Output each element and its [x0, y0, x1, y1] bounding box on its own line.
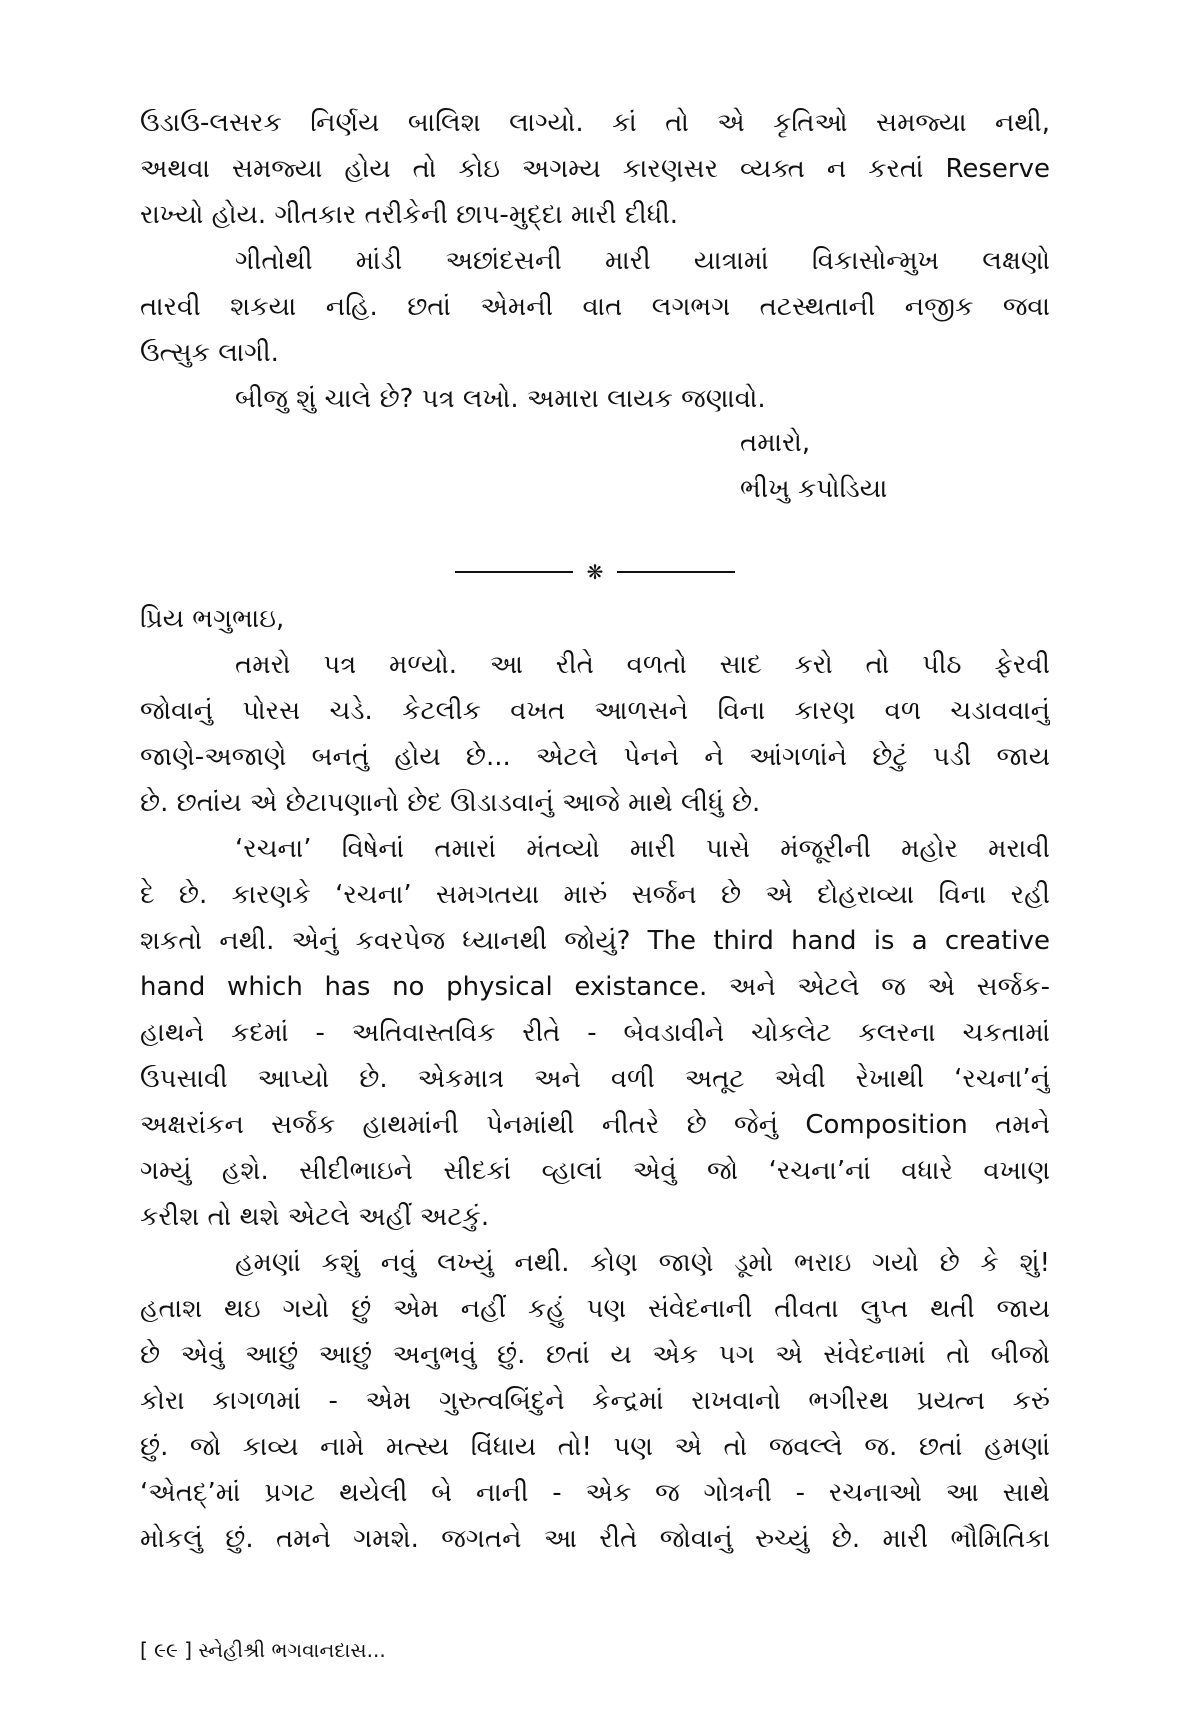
letter-1-line: રાખ્યો હોય. ગીતકાર તરીકેની છાપ-મુદ્દા મારી દીધી.: [140, 200, 679, 230]
letter-2-line: હમણાં કશું નવું લખ્યું નથી. કોણ જાણે ડૂમો ભરાઇ ગયો છે કે શું!: [235, 1248, 1050, 1278]
page-number: [ ૯૯ ]: [140, 1638, 193, 1662]
letter-2-line: હતાશ થઇ ગયો છું એમ નહીં કહું પણ સંવેદનાની તીવતા લુપ્ત થતી જાય: [140, 1294, 1050, 1324]
letter-2-line: કોરા કાગળમાં - એમ ગુરુત્વબિંદુને કેન્દ્રમાં રાખવાનો ભગીરથ પ્રયત્ન કરું: [140, 1386, 1050, 1416]
letter-2-line: ઉપસાવી આપ્યો છે. એકમાત્ર અને વળી અતૂટ એવી રેખાથી ‘રચના’નું: [140, 1064, 1050, 1094]
letter-2-line: હાથને કદમાં - અતિવાસ્તવિક રીતે - બેવડાવીને ચોકલેટ કલરના ચકતામાં: [140, 1018, 1050, 1048]
letter-1-line: તારવી શકયા નહિ. છતાં એમની વાત લગભગ તટસ્થતાની નજીક જવા: [140, 292, 1050, 322]
letter-2-line: મોકલું છું. તમને ગમશે. જગતને આ રીતે જોવાનું રુચ્યું છે. મારી ભૌમિતિકા: [140, 1524, 1050, 1554]
letter-1-closing: તમારો,: [740, 428, 811, 458]
letter-1-body: [140, 100, 1050, 422]
letter-2-line: તમરો પત્ર મળ્યો. આ રીતે વળતો સાદ કરો તો પીઠ ફેરવી: [235, 650, 1050, 680]
letter-2-line: અક્ષરાંકન સર્જક હાથમાંની પેનમાંથી નીતરે છે જેનું Composition તમને: [140, 1110, 1050, 1140]
running-title: સ્નેહીશ્રી ભગવાનદાસ...: [198, 1638, 386, 1662]
letter-2-line: ગમ્યું હશે. સીદીભાઇને સીદકાં વ્હાલાં એવું જો ‘રચના’નાં વધારે વખાણ: [140, 1156, 1050, 1186]
letter-2-line: શકતો નથી. એનું કવરપેજ ધ્યાનથી જોયું? The third hand is a creative: [140, 926, 1050, 956]
letter-2-line: ‘એતદ્’માં પ્રગટ થયેલી બે નાની - એક જ ગોત્રની - રચનાઓ આ સાથે: [140, 1478, 1050, 1508]
letter-2-line: ‘રચના’ વિષેનાં તમારાં મંતવ્યો મારી પાસે મંજૂરીની મહોર મરાવી: [235, 834, 1050, 864]
letter-2-line: hand which has no physical existance. અને એટલે જ એ સર્જક-: [140, 972, 1050, 1002]
letter-2-line: જોવાનું પોરસ ચડે. કેટલીક વખત આળસને વિના કારણ વળ ચડાવવાનું: [140, 696, 1050, 726]
letter-2-line: કરીશ તો થશે એટલે અહીં અટકું.: [140, 1202, 490, 1232]
letter-1-line: ઉત્સુક લાગી.: [140, 338, 279, 368]
letter-1-line: ગીતોથી માંડી અછાંદસની મારી યાત્રામાં વિકાસોન્મુખ લક્ષણો: [235, 246, 1050, 276]
letter-2-line: છું. જો કાવ્ય નામે મત્સ્ય વિંધાય તો! પણ એ તો જવલ્લે જ. છતાં હમણાં: [140, 1432, 1050, 1462]
letter-2-line: છે. છતાંય એ છેટાપણાનો છેદ ઊડાડવાનું આજે માથે લીધું છે.: [140, 788, 761, 818]
letter-2-line: દે છે. કારણકે ‘રચના’ સમગતયા મારું સર્જન છે એ દોહરાવ્યા વિના રહી: [140, 880, 1050, 910]
divider-ornament-icon: ❋: [586, 560, 604, 584]
letter-2-body: [140, 642, 1050, 1562]
letter-1-line: ઉડાઉ-લસરક નિર્ણય બાલિશ લાગ્યો. કાં તો એ કૃતિઓ સમજ્યા નથી,: [140, 108, 1050, 138]
letter-1-signature: ભીખુ કપોડિયા: [740, 474, 888, 504]
divider-rule-right: [617, 571, 735, 573]
page-footer: [140, 1635, 386, 1665]
letter-2-line: છે એવું આછું આછું અનુભવું છું. છતાં ય એક પગ એ સંવેદનામાં તો બીજો: [140, 1340, 1050, 1370]
letter-2-salutation: પ્રિય ભગુભાઇ,: [140, 604, 285, 634]
letter-1-line: બીજુ શું ચાલે છે? પત્ર લખો. અમારા લાયક જણાવો.: [235, 384, 766, 414]
letter-2-line: જાણે-અજાણે બનતું હોય છે... એટલે પેનને ને આંગળાંને છેટું પડી જાય: [140, 742, 1050, 772]
letter-1-line: અથવા સમજ્યા હોય તો કોઇ અગમ્ય કારણસર વ્યક્ત ન કરતાં Reserve: [140, 154, 1050, 184]
divider-rule-left: [455, 571, 573, 573]
section-divider: [455, 560, 735, 584]
